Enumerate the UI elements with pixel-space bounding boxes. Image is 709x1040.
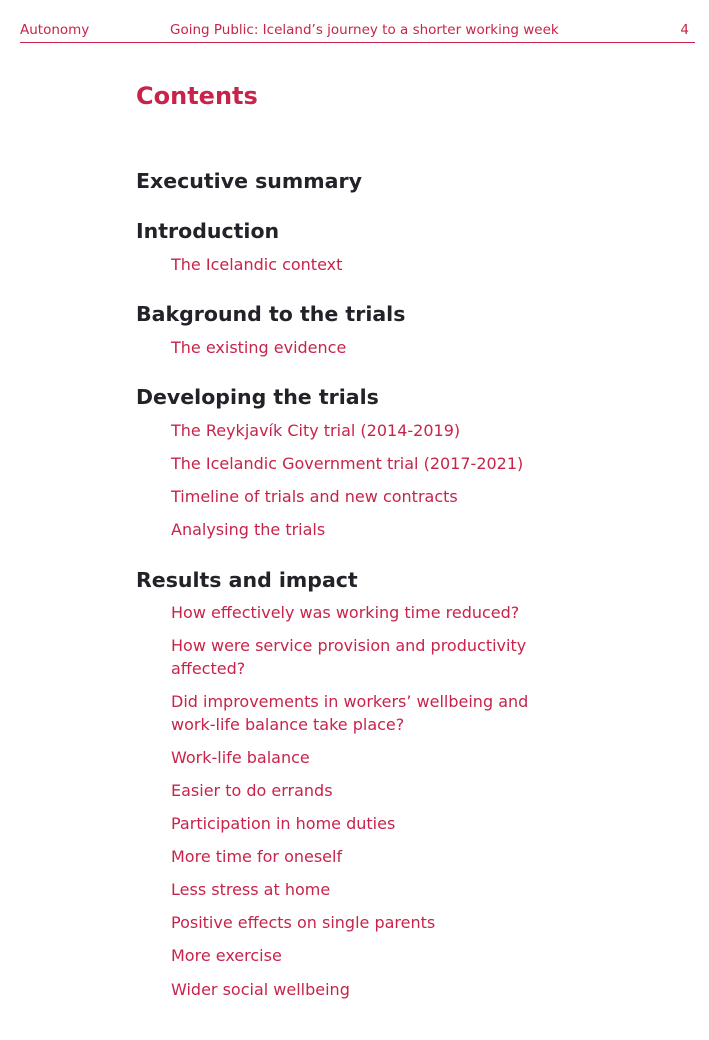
toc-item[interactable]: Work-life balance xyxy=(171,748,310,767)
toc-section-results[interactable]: Results and impact xyxy=(136,568,358,592)
toc-item[interactable]: Less stress at home xyxy=(171,880,331,899)
toc-item[interactable]: Participation in home duties xyxy=(171,814,396,833)
toc-item[interactable]: Timeline of trials and new contracts xyxy=(171,487,458,506)
toc-section-background[interactable]: Bakground to the trials xyxy=(136,302,406,326)
header-publisher: Autonomy xyxy=(20,22,90,38)
toc-item[interactable]: How were service provision and productivity affected? xyxy=(171,636,527,678)
toc-item[interactable]: How effectively was working time reduced? xyxy=(171,603,520,622)
toc-section-introduction[interactable]: Introduction xyxy=(136,219,280,243)
toc-item[interactable]: More time for oneself xyxy=(171,847,343,866)
header-document-title: Going Public: Iceland’s journey to a shorter working week xyxy=(170,22,559,38)
toc-item[interactable]: Wider social wellbeing xyxy=(171,980,350,999)
toc-item[interactable]: More exercise xyxy=(171,946,282,965)
toc-item[interactable]: The Reykjavík City trial (2014-2019) xyxy=(171,421,461,440)
toc-item[interactable]: The existing evidence xyxy=(171,338,347,357)
toc-item[interactable]: Did improvements in workers’ wellbeing and work-life balance take place? xyxy=(171,692,529,734)
page-title: Contents xyxy=(136,82,258,110)
toc-item[interactable]: The Icelandic context xyxy=(171,255,343,274)
toc-section-executive-summary[interactable]: Executive summary xyxy=(136,169,362,193)
running-header xyxy=(20,20,695,43)
toc-item[interactable]: Easier to do errands xyxy=(171,781,333,800)
toc-item[interactable]: Analysing the trials xyxy=(171,520,326,539)
toc-item[interactable]: Positive effects on single parents xyxy=(171,913,436,932)
toc-item[interactable]: The Icelandic Government trial (2017-2021) xyxy=(171,454,524,473)
header-page-number: 4 xyxy=(680,22,689,38)
toc-section-developing[interactable]: Developing the trials xyxy=(136,385,379,409)
